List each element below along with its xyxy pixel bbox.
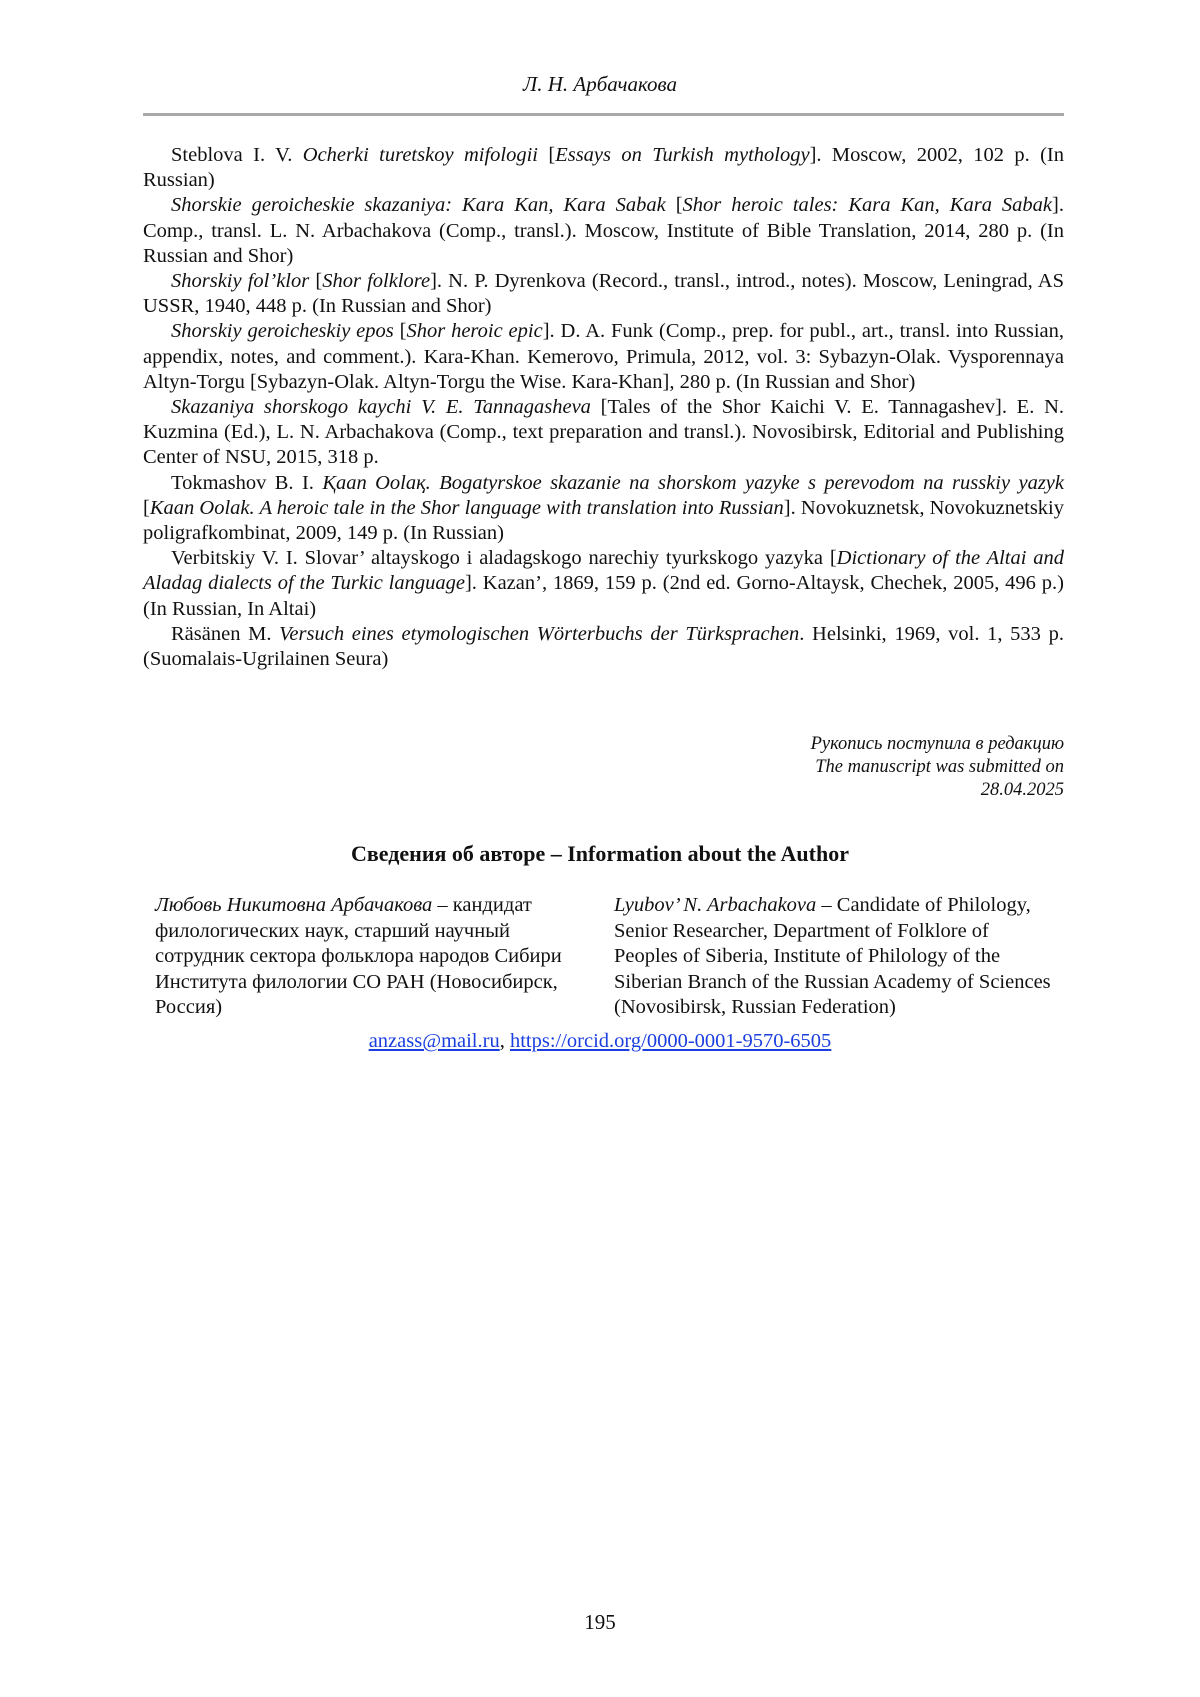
- reference-item: [143, 546, 1064, 622]
- submission-line-en: The manuscript was submitted on: [815, 757, 1064, 777]
- author-info-ru: [155, 893, 575, 1021]
- ref-title: Shorskie geroicheskie skazaniya: Kara Kan, Kara Sabak: [171, 194, 666, 217]
- running-head: Л. Н. Арбачакова: [522, 72, 677, 96]
- ref-title: Versuch eines etymologischen Wörterbuchs der Türksprachen: [279, 622, 800, 645]
- ref-title: Shorskiy geroicheskiy epos: [171, 320, 394, 343]
- page-number: 195: [584, 1610, 616, 1634]
- submission-line-ru: Рукопись поступила в редакцию: [810, 734, 1064, 754]
- reference-item: [143, 143, 1064, 193]
- ref-title: Dictionary of the Altai and Aladag dialects of the Turkic language: [143, 547, 1065, 595]
- ref-text: Verbitskiy V. I. Slovar’ altayskogo i aladagskogo narechiy tyurkskogo yazyka [: [171, 547, 837, 570]
- ref-text: ]. N. P. Dyrenkova (Record., transl., introd., notes). Moscow, Leningrad, AS USSR, 1940, 448 p. (In Russian and Shor): [143, 270, 1065, 318]
- ref-text: ]. Moscow, 2002, 102 p. (In Russian): [143, 144, 1065, 192]
- ref-title: Қaan Oolaқ. Bogatyrskoe skazanie na shorskom yazyke s perevodom na russkiy yazyk: [322, 471, 1064, 494]
- reference-item: [143, 471, 1064, 547]
- author-info-heading: Сведения об авторе – Information about the Author: [351, 841, 849, 866]
- author-name-ru: Любовь Никитовна Арбачакова: [155, 894, 433, 916]
- ref-text: ]. Kazan’, 1869, 159 p. (2nd ed. Gorno-Altaysk, Chechek, 2005, 496 p.) (In Russian, In Altai): [143, 572, 1064, 620]
- reference-item: [143, 319, 1064, 395]
- ref-translation: Shor heroic epic: [406, 320, 543, 343]
- ref-text: ]. Novokuznetsk, Novokuznetskiy poligrafkombinat, 2009, 149 p. (In Russian): [143, 496, 1064, 545]
- references-list: [143, 143, 1064, 672]
- ref-title: Skazaniya shorskogo kaychi V. E. Tannagasheva: [171, 396, 591, 419]
- reference-item: [143, 395, 1064, 471]
- ref-text: [: [537, 144, 556, 166]
- reference-item: [143, 622, 1064, 672]
- ref-text: Steblova I. V.: [171, 144, 303, 166]
- contacts-separator: ,: [499, 1030, 510, 1052]
- ref-text: [: [143, 496, 150, 519]
- ref-translation: Shor heroic tales: Kara Kan, Kara Sabak: [682, 194, 1053, 217]
- author-name-en: Lyubov’ N. Arbachakova: [614, 894, 817, 916]
- ref-text: [Tales of the Shor Kaichi V. E. Tannagashev]. E. N. Kuzmina (Ed.), L. N. Arbachakova (Comp., text preparation and transl.). Novosibirsk, Editorial and Publishing Center of NSU, 2015, 318 p.: [143, 396, 1064, 469]
- reference-item: [143, 193, 1064, 269]
- submission-date: 28.04.2025: [980, 780, 1064, 800]
- ref-translation: Shor folklore: [322, 270, 431, 293]
- ref-title: Shorskiy fol’klor: [171, 270, 310, 293]
- orcid-link[interactable]: https://orcid.org/0000-0001-9570-6505: [509, 1030, 832, 1052]
- author-contacts: [0, 1030, 1200, 1053]
- ref-translation: Essays on Turkish mythology: [555, 144, 810, 166]
- ref-text: ]. Comp., transl. L. N. Arbachakova (Comp., transl.). Moscow, Institute of Bible Translation, 2014, 280 p. (In Russian and Shor): [143, 194, 1064, 267]
- ref-text: [: [665, 194, 683, 217]
- ref-translation: Kaan Oolak. A heroic tale in the Shor language with translation into Russian: [149, 496, 784, 519]
- header-rule: [143, 113, 1064, 116]
- ref-text: . Helsinki, 1969, vol. 1, 533 p. (Suomalais-Ugrilainen Seura): [143, 622, 1064, 671]
- ref-title: Ocherki turetskoy mifologii: [302, 144, 538, 166]
- author-info-en: [614, 893, 1054, 1021]
- reference-item: [143, 269, 1064, 319]
- ref-text: ]. D. A. Funk (Comp., prep. for publ., art., transl. into Russian, appendix, notes, and comment.). Kara-Khan. Kemerovo, Primula, 2012, vol. 3: Sybazyn-Olak. Vysporennaya Altyn-Torgu [Sybazyn-Olak. Altyn-Torgu the Wise. Kara-Khan], 280 p. (In Russian and Shor): [143, 320, 1064, 393]
- ref-text: [: [393, 320, 407, 343]
- email-link[interactable]: anzass@mail.ru: [368, 1030, 500, 1052]
- author-details-ru: – кандидат филологических наук, старший научный сотрудник сектора фольклора народов Сибири Института филологии СО РАН (Новосибирск, Россия): [155, 894, 562, 1018]
- ref-text: Tokmashov B. I.: [171, 471, 323, 494]
- submission-note: [700, 733, 1064, 802]
- ref-text: Räsänen M.: [171, 622, 280, 645]
- ref-text: [: [309, 270, 323, 293]
- author-details-en: – Candidate of Philology, Senior Researcher, Department of Folklore of Peoples of Siberia, Institute of Philology of the Siberian Branch of the Russian Academy of Sciences (Novosibirsk, Russian Federation): [614, 894, 1051, 1018]
